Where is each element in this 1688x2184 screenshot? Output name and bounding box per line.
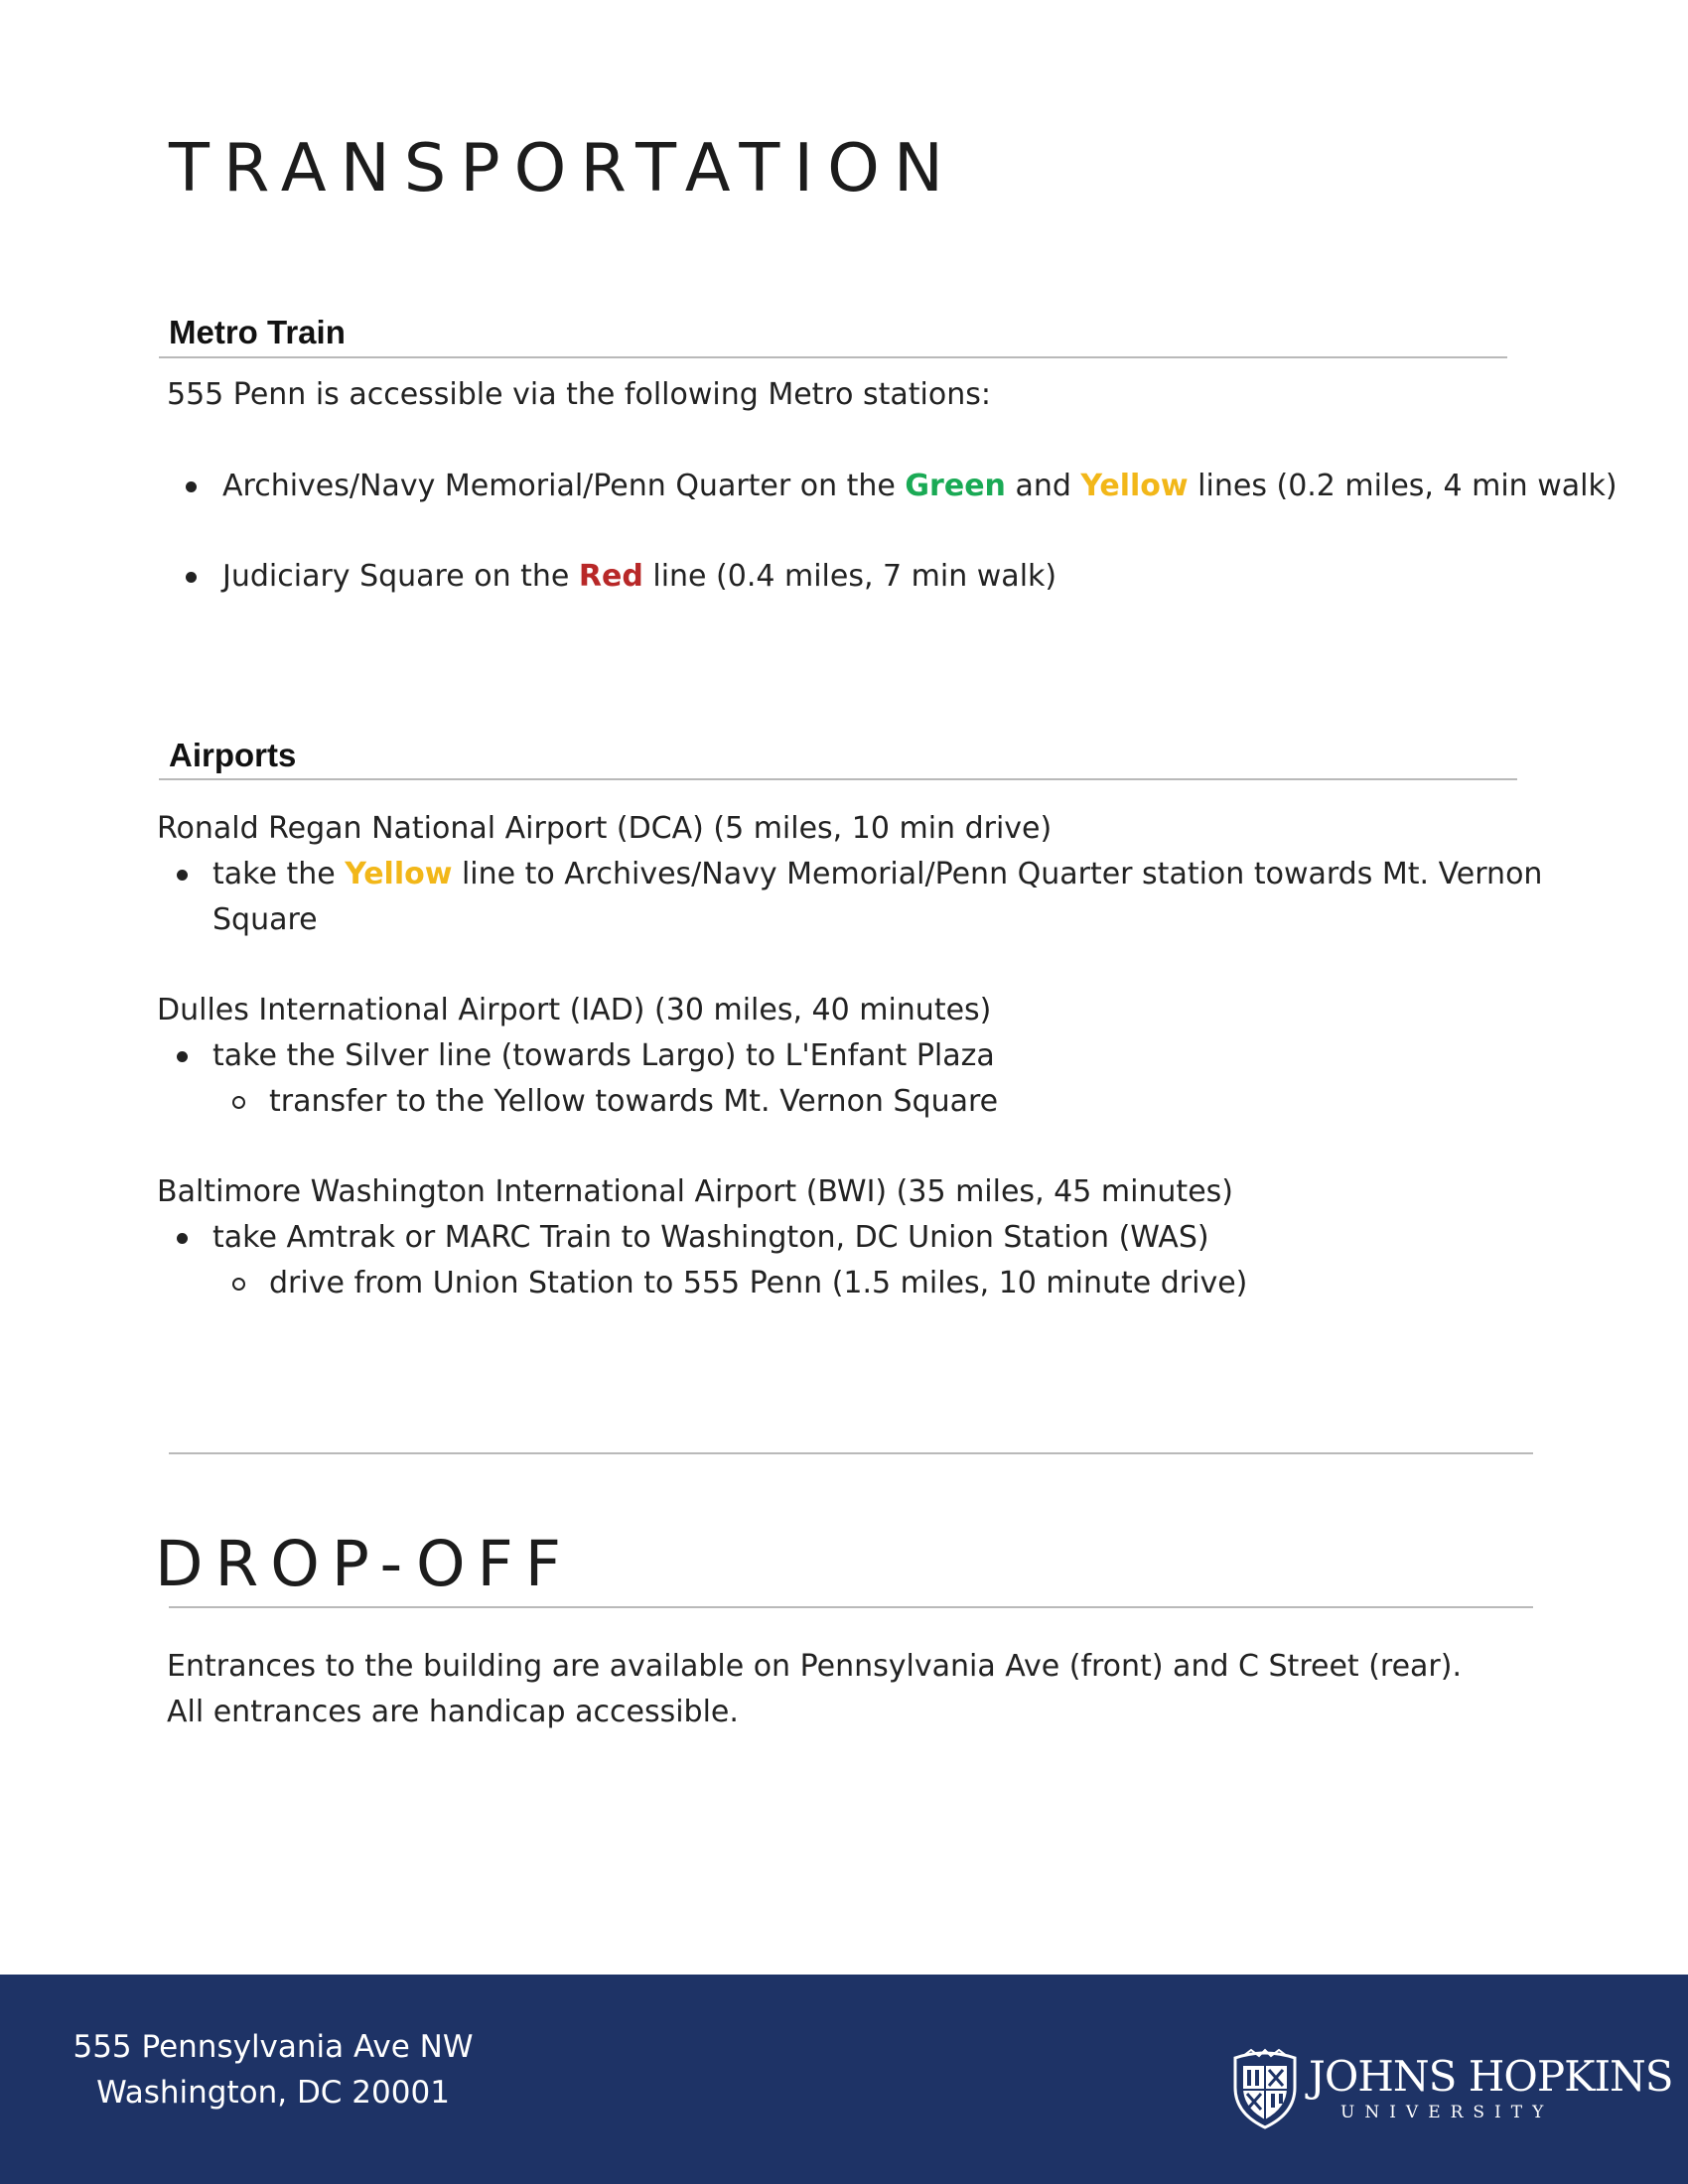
address-line-1: 555 Pennsylvania Ave NW [72, 2029, 474, 2065]
section-divider [169, 1452, 1533, 1454]
transportation-title: TRANSPORTATION [169, 129, 957, 206]
address-line-2: Washington, DC 20001 [96, 2075, 450, 2111]
bwi-airport-title: Baltimore Washington International Airport (BWI) (35 miles, 45 minutes) [157, 1174, 1233, 1209]
yellow-line-label: Yellow [345, 857, 453, 891]
dropoff-heading-rule [169, 1606, 1533, 1608]
red-line-label: Red [578, 559, 643, 594]
metro-heading-rule [159, 356, 1507, 358]
iad-airport-title: Dulles International Airport (IAD) (30 miles, 40 minutes) [157, 993, 992, 1027]
bullet-icon [177, 1233, 188, 1244]
dropoff-entrances: Entrances to the building are available on Pennsylvania Ave (front) and C Street (rear). [167, 1649, 1463, 1684]
metro-intro: 555 Penn is accessible via the following Metro stations: [167, 377, 991, 412]
green-line-label: Green [905, 469, 1006, 503]
sub-bullet-icon [232, 1278, 245, 1291]
dca-directions: take the Yellow line to Archives/Navy Memorial/Penn Quarter station towards Mt. Vernon Square [212, 857, 1543, 937]
bullet-icon [186, 572, 197, 583]
metro-train-heading: Metro Train [169, 314, 346, 350]
dropoff-accessibility: All entrances are handicap accessible. [167, 1695, 739, 1729]
sub-bullet-icon [232, 1096, 245, 1109]
bullet-icon [177, 1051, 188, 1062]
airports-heading-rule [159, 778, 1517, 780]
footer-address [60, 2024, 487, 2116]
airports-heading: Airports [169, 737, 297, 773]
university-shield-icon [1229, 2048, 1301, 2129]
yellow-line-label: Yellow [1080, 469, 1189, 503]
iad-directions: take the Silver line (towards Largo) to L'Enfant Plaza [212, 1038, 995, 1073]
dropoff-title: DROP-OFF [155, 1528, 574, 1600]
metro-station-judiciary: Judiciary Square on the Red line (0.4 miles, 7 min walk) [222, 559, 1057, 594]
bullet-icon [177, 870, 188, 881]
iad-transfer: transfer to the Yellow towards Mt. Vernon Square [269, 1084, 999, 1119]
bwi-drive: drive from Union Station to 555 Penn (1.5 miles, 10 minute drive) [269, 1266, 1248, 1300]
bwi-directions: take Amtrak or MARC Train to Washington, DC Union Station (WAS) [212, 1220, 1209, 1255]
logo-subtitle: UNIVERSITY [1340, 2103, 1554, 2122]
logo-wordmark: JOHNS HOPKINS [1309, 2052, 1673, 2101]
metro-station-archives: Archives/Navy Memorial/Penn Quarter on the Green and Yellow lines (0.2 miles, 4 min walk) [222, 469, 1618, 503]
bullet-icon [186, 481, 197, 492]
dca-airport-title: Ronald Regan National Airport (DCA) (5 miles, 10 min drive) [157, 811, 1053, 846]
footer [0, 1975, 1688, 2184]
